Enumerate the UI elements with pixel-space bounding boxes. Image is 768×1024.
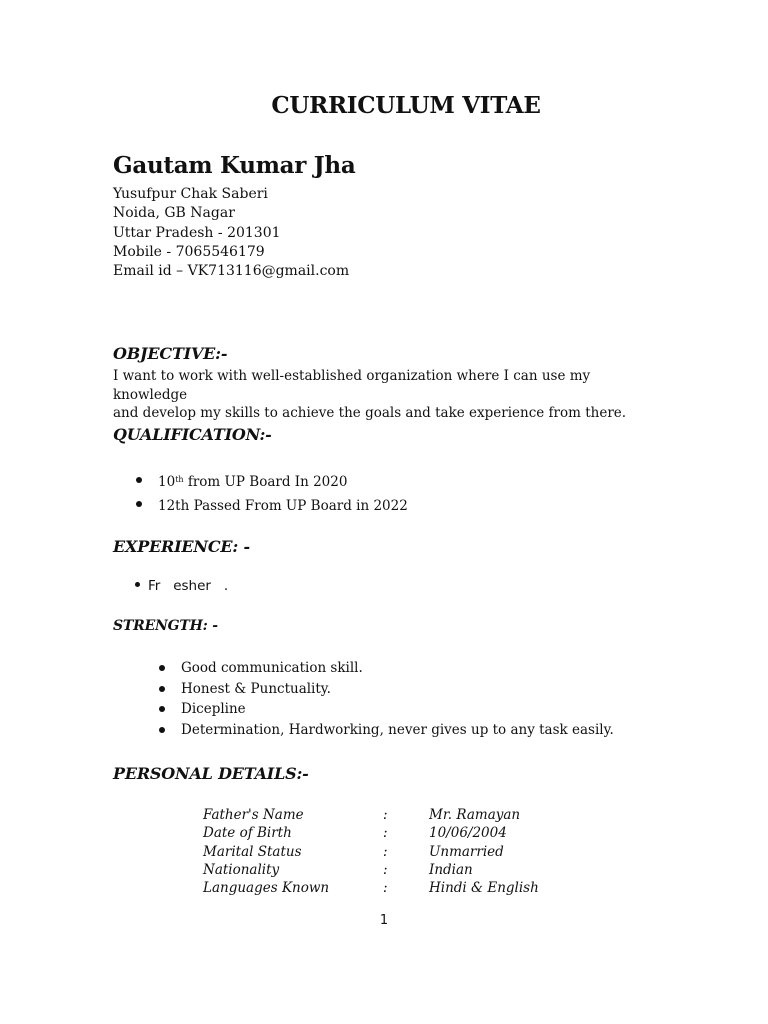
detail-label: Languages Known <box>203 880 330 897</box>
strength-item: Honest & Punctuality. <box>181 680 331 697</box>
list-item <box>181 699 614 720</box>
detail-label: Nationality <box>203 861 280 878</box>
bullet-icon <box>159 665 165 671</box>
list-item <box>158 470 408 494</box>
detail-colon: : <box>383 807 388 823</box>
contact-block <box>113 185 349 281</box>
list-item <box>181 658 614 679</box>
detail-label: Father's Name <box>203 807 304 823</box>
bullet-icon <box>136 501 142 507</box>
experience-heading: EXPERIENCE: - <box>113 537 250 556</box>
address-line-2: Noida, GB Nagar <box>113 205 235 222</box>
detail-colon: : <box>383 861 388 878</box>
detail-value: Mr. Ramayan <box>429 807 521 823</box>
candidate-name: Gautam Kumar Jha <box>113 152 356 179</box>
bullet-icon <box>159 686 165 692</box>
qualification-item-1-number: 10 <box>158 474 176 490</box>
bullet-icon <box>136 477 142 483</box>
bullet-icon <box>135 582 140 587</box>
qualification-item-1-text: from UP Board In 2020 <box>183 474 348 490</box>
address-line-1: Yusufpur Chak Saberi <box>113 186 268 202</box>
qualification-item-2: 12th Passed From UP Board in 2022 <box>158 498 408 514</box>
list-item <box>158 494 408 518</box>
qualification-heading: QUALIFICATION:- <box>113 425 272 444</box>
bullet-icon <box>159 706 165 712</box>
qualification-item-1-superscript: th <box>175 475 184 484</box>
strength-heading: STRENGTH: - <box>113 618 218 634</box>
objective-line-2: and develop my skills to achieve the goals and take experience from there. <box>113 405 627 421</box>
strength-list <box>181 658 614 741</box>
objective-line-1: I want to work with well-established organization where I can use my knowledge <box>113 368 591 403</box>
mobile-line: Mobile - 7065546179 <box>113 243 265 260</box>
bullet-icon <box>159 727 165 733</box>
page-number: 1 <box>379 913 389 928</box>
strength-item: Good communication skill. <box>181 660 363 676</box>
detail-value: 10/06/2004 <box>429 825 507 842</box>
detail-colon: : <box>383 825 388 842</box>
detail-colon: : <box>383 880 388 897</box>
detail-value: Indian <box>429 861 473 878</box>
list-item <box>181 720 614 741</box>
document-title: CURRICULUM VITAE <box>271 92 541 119</box>
objective-heading: OBJECTIVE:- <box>113 344 228 363</box>
strength-item: Determination, Hardworking, never gives up to any task easily. <box>181 722 614 739</box>
detail-value: Unmarried <box>429 843 504 860</box>
objective-text <box>113 367 653 423</box>
list-item <box>181 679 614 700</box>
detail-label: Marital Status <box>203 843 302 860</box>
strength-item: Dicepline <box>181 701 246 718</box>
email-line: Email id – VK713116@gmail.com <box>113 263 350 280</box>
detail-colon: : <box>383 843 388 860</box>
address-line-3: Uttar Pradesh - 201301 <box>113 224 281 241</box>
detail-label: Date of Birth <box>203 825 292 842</box>
experience-item <box>135 578 228 594</box>
experience-item-text: Fr esher . <box>148 578 229 594</box>
detail-value: Hindi & English <box>429 880 539 897</box>
qualification-list <box>158 470 408 518</box>
personal-details-heading: PERSONAL DETAILS:- <box>113 764 309 783</box>
